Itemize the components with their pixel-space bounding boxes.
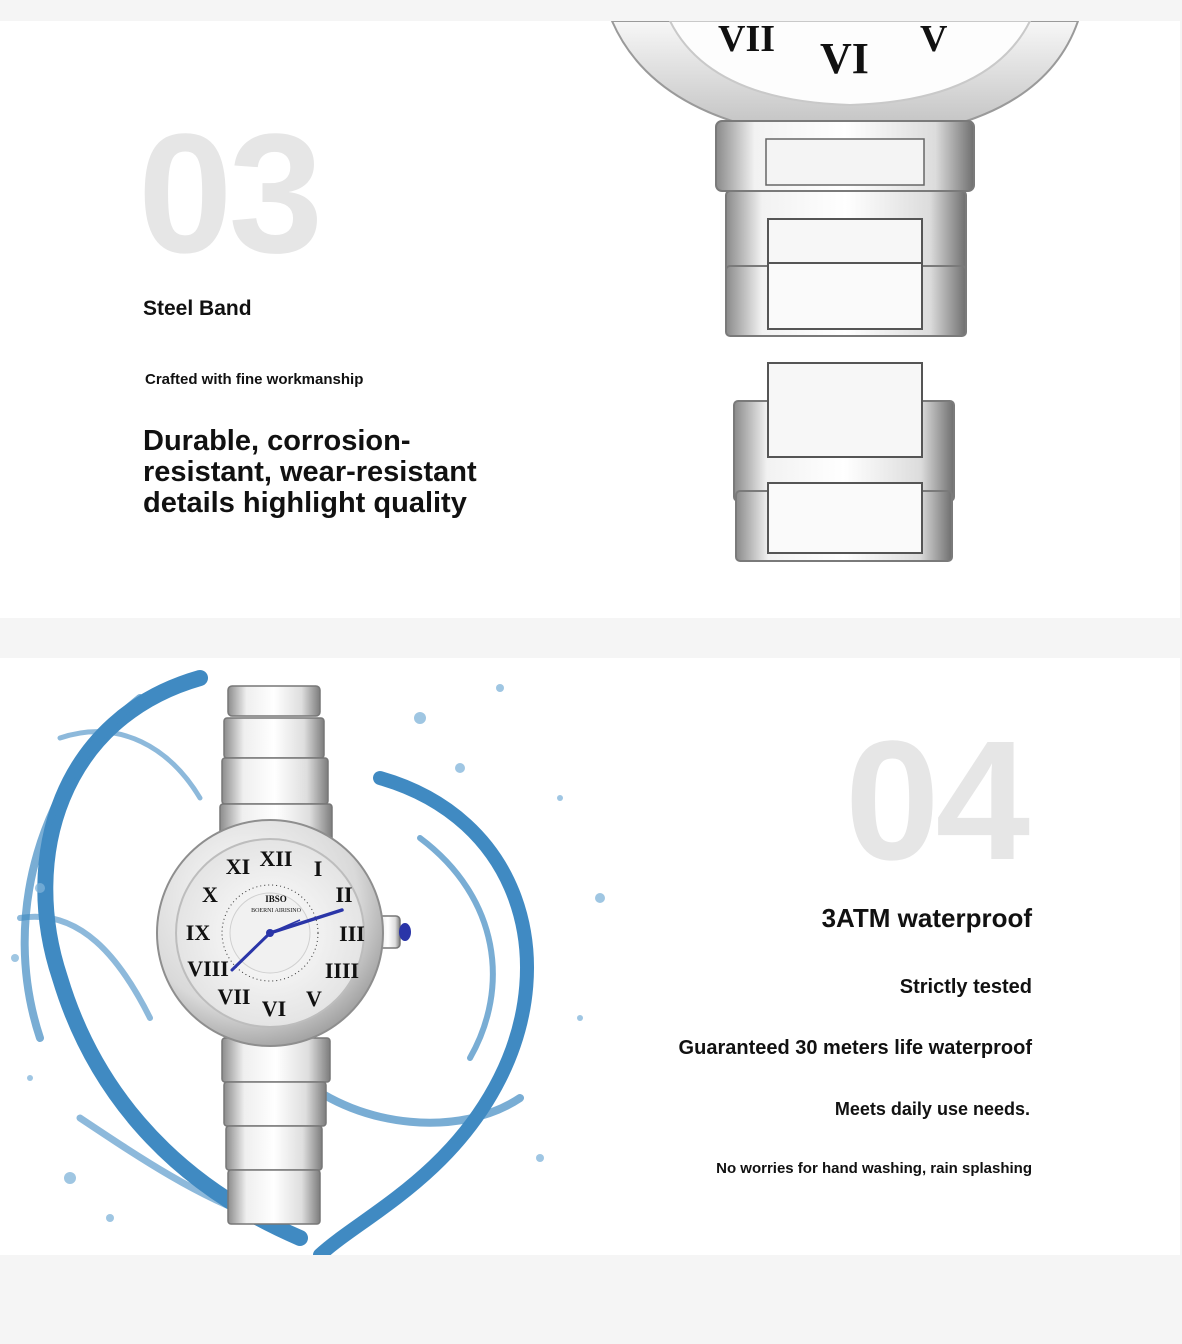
feature-headline: Durable, corrosion-resistant, wear-resistant details highlight quality bbox=[143, 425, 477, 519]
section-number: 04 bbox=[845, 706, 1027, 896]
svg-text:VI: VI bbox=[261, 996, 287, 1021]
svg-text:IIII: IIII bbox=[324, 958, 360, 983]
watch-water-splash-image bbox=[0, 658, 620, 1255]
watch-brand-sublabel: BOERNI AIRISINO bbox=[251, 908, 301, 914]
feature-line-2: Guaranteed 30 meters life waterproof bbox=[678, 1037, 1032, 1059]
svg-text:VII: VII bbox=[718, 21, 776, 60]
svg-text:V: V bbox=[306, 986, 322, 1011]
section-number: 03 bbox=[138, 99, 320, 289]
svg-text:III: III bbox=[339, 921, 365, 946]
svg-text:XII: XII bbox=[259, 846, 293, 871]
svg-text:VI: VI bbox=[820, 34, 869, 83]
svg-text:I: I bbox=[313, 856, 323, 881]
watch-brand-label: IBSO bbox=[265, 894, 287, 904]
steel-band-closeup-image bbox=[600, 21, 1100, 581]
feature-panel-waterproof bbox=[0, 658, 1180, 1255]
feature-title: Steel Band bbox=[143, 297, 252, 320]
feature-title: 3ATM waterproof bbox=[821, 903, 1032, 933]
svg-text:VIII: VIII bbox=[187, 956, 229, 981]
svg-text:II: II bbox=[335, 882, 353, 907]
svg-text:X: X bbox=[202, 882, 218, 907]
svg-text:XI: XI bbox=[225, 854, 251, 879]
feature-subtitle: Crafted with fine workmanship bbox=[145, 371, 364, 388]
feature-panel-steel-band bbox=[0, 21, 1180, 618]
feature-line-3: Meets daily use needs. bbox=[834, 1099, 1030, 1119]
svg-text:VII: VII bbox=[217, 984, 251, 1009]
feature-line-1: Strictly tested bbox=[899, 976, 1032, 998]
feature-line-4: No worries for hand washing, rain splashing bbox=[716, 1160, 1032, 1177]
svg-text:IX: IX bbox=[185, 920, 211, 945]
svg-text:V: V bbox=[920, 21, 948, 60]
